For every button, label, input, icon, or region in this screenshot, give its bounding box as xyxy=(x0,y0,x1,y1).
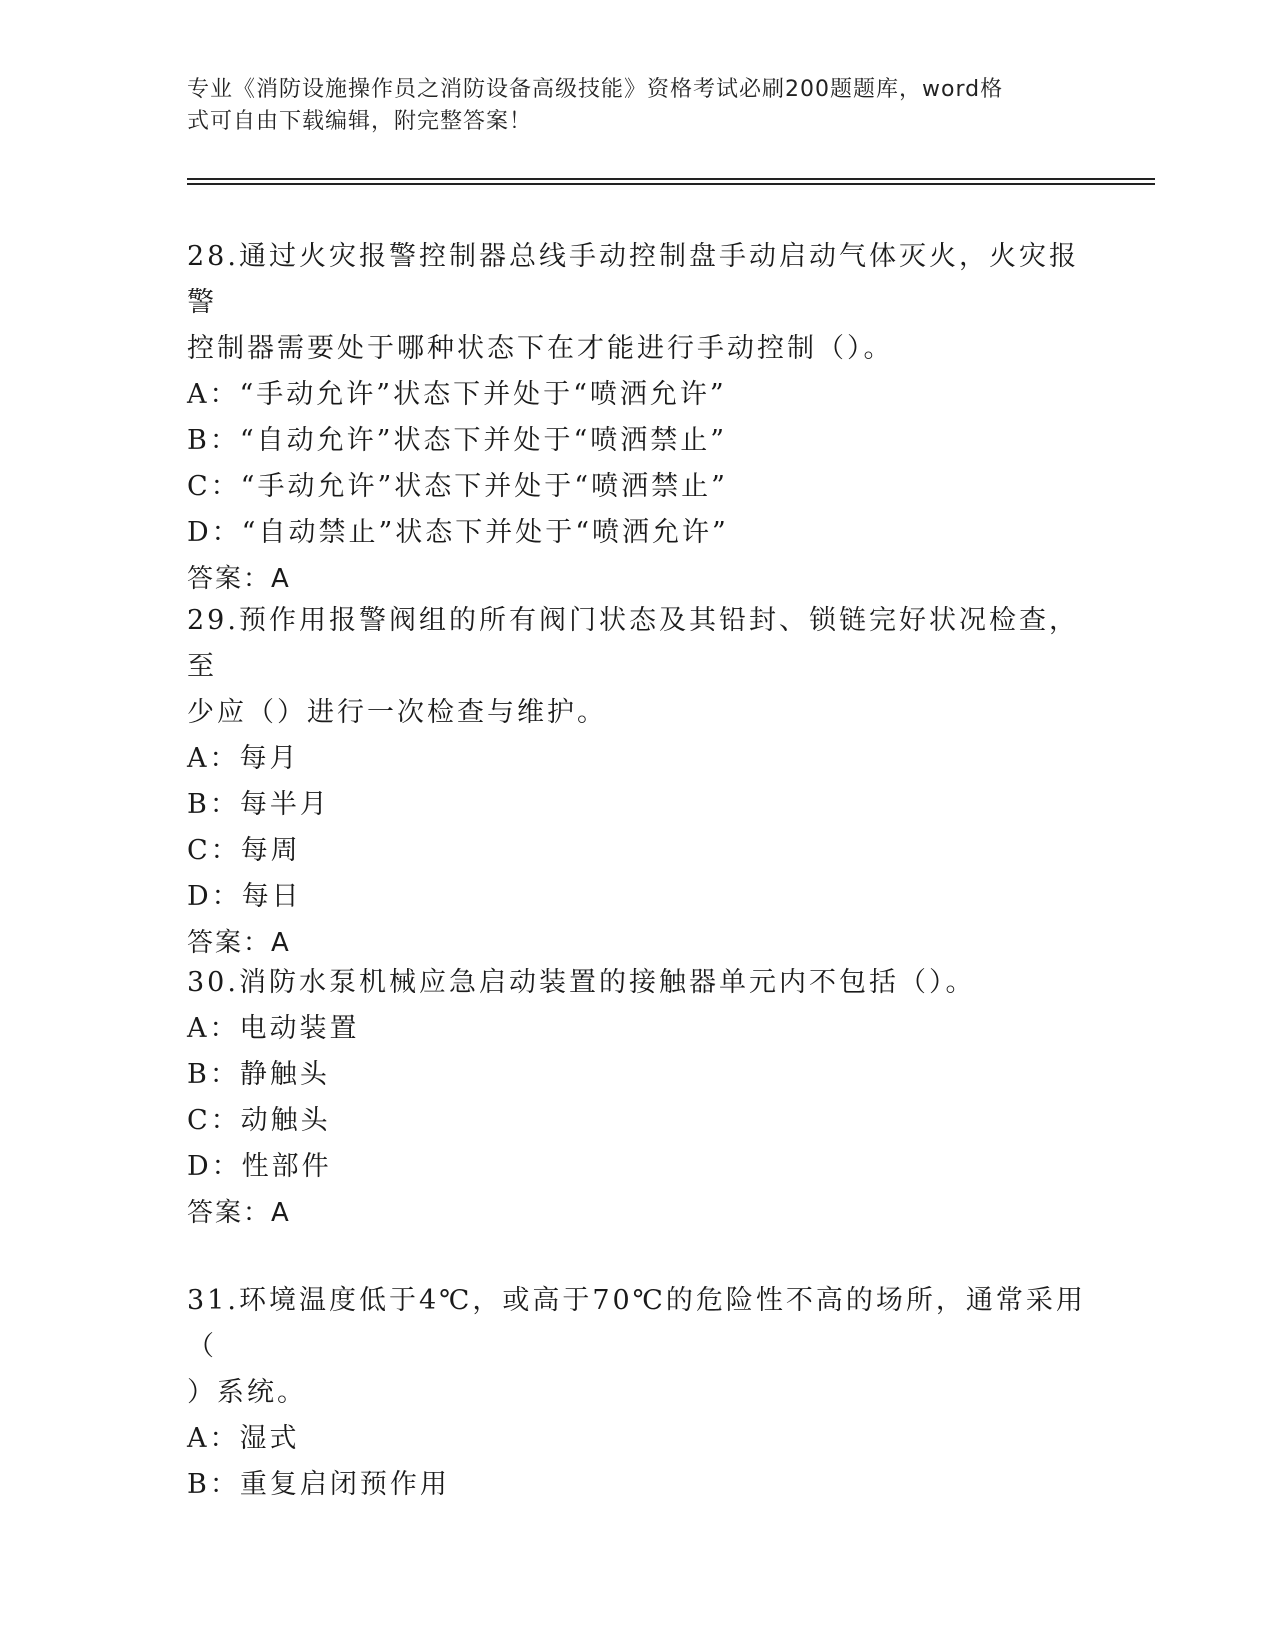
option-d: D：性部件 xyxy=(187,1151,332,1182)
option-a: A：电动装置 xyxy=(187,1013,360,1044)
question-stem-line: 28.通过火灾报警控制器总线手动控制盘手动启动气体灭火，火灾报警 xyxy=(187,241,1079,318)
option-c: C：动触头 xyxy=(187,1105,331,1136)
option-b: B：重复启闭预作用 xyxy=(187,1469,450,1500)
option-b: B：每半月 xyxy=(187,789,330,820)
option-b: B：“自动允许”状态下并处于“喷洒禁止” xyxy=(187,425,728,456)
option-c: C：“手动允许”状态下并处于“喷洒禁止” xyxy=(187,471,728,502)
answer-line: 答案：A xyxy=(187,1198,291,1228)
answer-line: 答案：A xyxy=(187,564,291,594)
option-a: A：湿式 xyxy=(187,1423,300,1454)
question-stem-line: 31.环境温度低于4℃，或高于70℃的危险性不高的场所，通常采用（ xyxy=(187,1285,1086,1362)
option-d: D：每日 xyxy=(187,881,302,912)
question-28 xyxy=(187,234,1087,602)
question-31 xyxy=(187,1278,1087,1508)
question-stem-line: ）系统。 xyxy=(187,1377,307,1408)
question-stem-line: 少应（）进行一次检查与维护。 xyxy=(187,697,607,728)
option-a: A：每月 xyxy=(187,743,300,774)
document-header xyxy=(187,74,1067,138)
option-b: B：静触头 xyxy=(187,1059,330,1090)
option-a: A：“手动允许”状态下并处于“喷洒允许” xyxy=(187,379,727,410)
question-30 xyxy=(187,960,1087,1236)
header-line-1: 专业《消防设施操作员之消防设备高级技能》资格考试必刷200题题库，word格 xyxy=(187,77,1004,102)
question-29 xyxy=(187,598,1087,966)
question-stem-line: 控制器需要处于哪种状态下在才能进行手动控制（）。 xyxy=(187,333,894,364)
header-divider-bottom xyxy=(187,183,1155,185)
option-d: D：“自动禁止”状态下并处于“喷洒允许” xyxy=(187,517,729,548)
option-c: C：每周 xyxy=(187,835,301,866)
question-stem-line: 29.预作用报警阀组的所有阀门状态及其铅封、锁链完好状况检查，至 xyxy=(187,605,1079,682)
header-line-2: 式可自由下载编辑，附完整答案！ xyxy=(187,109,533,134)
question-stem-line: 30.消防水泵机械应急启动装置的接触器单元内不包括（）。 xyxy=(187,967,976,998)
header-divider-top xyxy=(187,178,1155,180)
answer-line: 答案：A xyxy=(187,928,291,958)
